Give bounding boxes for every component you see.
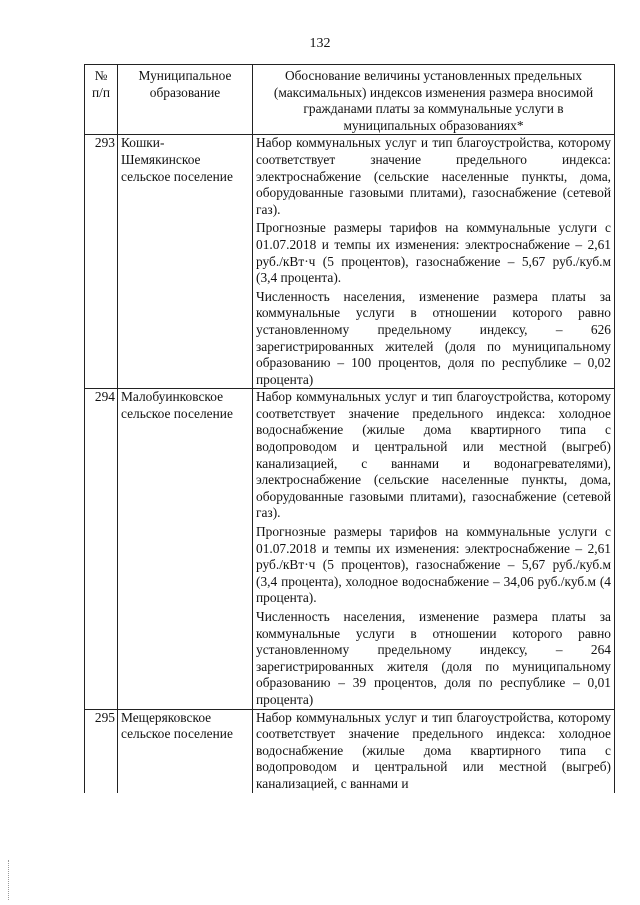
municipality-line: сельское поселение bbox=[121, 726, 233, 742]
indices-table bbox=[84, 64, 615, 793]
header-basis: Обоснование величины установленных предельных (максимальных) индексов изменения размера вносимой гражданами платы за коммунальные услуги в муниципальных образованиях* bbox=[253, 65, 615, 135]
header-municipality-line1: Муниципальное bbox=[138, 68, 232, 83]
table-header-row bbox=[85, 65, 615, 135]
scan-edge-marks bbox=[8, 860, 11, 900]
table-row bbox=[85, 135, 615, 389]
municipality-name bbox=[118, 389, 253, 709]
table-row bbox=[85, 709, 615, 792]
header-municipality-line2: образование bbox=[149, 84, 221, 100]
municipality-line: Шемякинское bbox=[121, 151, 201, 167]
services-paragraph: Набор коммунальных услуг и тип благоустройства, которому соответствует значение предельного индекса: холодное водоснабжение (жилые дома квартирного типа с водопроводом и центральной или местной (выгреб) канализацией, с ваннами и bbox=[256, 709, 611, 791]
row-number: 295 bbox=[85, 709, 118, 792]
header-municipality bbox=[118, 65, 253, 135]
header-number-line2: п/п bbox=[91, 84, 111, 100]
services-paragraph: Набор коммунальных услуг и тип благоустройства, которому соответствует значение предельного индекса: холодное водоснабжение (жилые дома квартирного типа с водопроводом и центральной или местной (выгреб) канализацией, с ваннами и водонагревателями), электроснабжение (сельские населенные пункты, дома, оборудованные газовыми плитами), газоснабжение (сетевой газ). bbox=[256, 389, 611, 521]
municipality-line: Кошки- bbox=[121, 135, 165, 151]
services-paragraph: Набор коммунальных услуг и тип благоустройства, которому соответствует значение предельного индекса: электроснабжение (сельские населенные пункты, дома, оборудованные газовыми плитами), газоснабжение (сетевой газ). bbox=[256, 135, 611, 217]
municipality-line: сельское поселение bbox=[121, 168, 233, 184]
municipality-name bbox=[118, 135, 253, 389]
population-paragraph: Численность населения, изменение размера платы за коммунальные услуги в отношении которого равно установленному предельному индексу, – 626 зарегистрированных жителей (доля по муниципальному образованию – 100 процентов, доля по республике – 0,02 процента) bbox=[256, 288, 611, 387]
header-number-line1: № bbox=[94, 68, 108, 83]
basis-text bbox=[253, 389, 615, 709]
municipality-line: Малобуинковское bbox=[121, 389, 224, 405]
municipality-line: сельское поселение bbox=[121, 405, 233, 421]
tariffs-paragraph: Прогнозные размеры тарифов на коммунальные услуги с 01.07.2018 и темпы их изменения: электроснабжение – 2,61 руб./кВт·ч (5 процентов), газоснабжение – 5,67 руб./куб.м (3,4 процента). bbox=[256, 220, 611, 286]
table-row bbox=[85, 389, 615, 709]
basis-text bbox=[253, 135, 615, 389]
population-paragraph: Численность населения, изменение размера платы за коммунальные услуги в отношении которого равно установленному предельному индексу, – 264 зарегистрированных жителя (доля по муниципальному образованию – 39 процентов, доля по республике – 0,01 процента) bbox=[256, 609, 611, 707]
basis-text bbox=[253, 709, 615, 792]
municipality-name bbox=[118, 709, 253, 792]
row-number: 294 bbox=[85, 389, 118, 709]
header-number bbox=[85, 65, 118, 135]
page-number: 132 bbox=[309, 36, 331, 51]
municipality-line: Мещеряковское bbox=[121, 709, 212, 725]
row-number: 293 bbox=[85, 135, 118, 389]
tariffs-paragraph: Прогнозные размеры тарифов на коммунальные услуги с 01.07.2018 и темпы их изменения: электроснабжение – 2,61 руб./кВт·ч (5 процентов), газоснабжение – 5,67 руб./куб.м (3,4 процента), холодное водоснабжение – 34,06 руб./куб.м (4 процента). bbox=[256, 524, 611, 606]
